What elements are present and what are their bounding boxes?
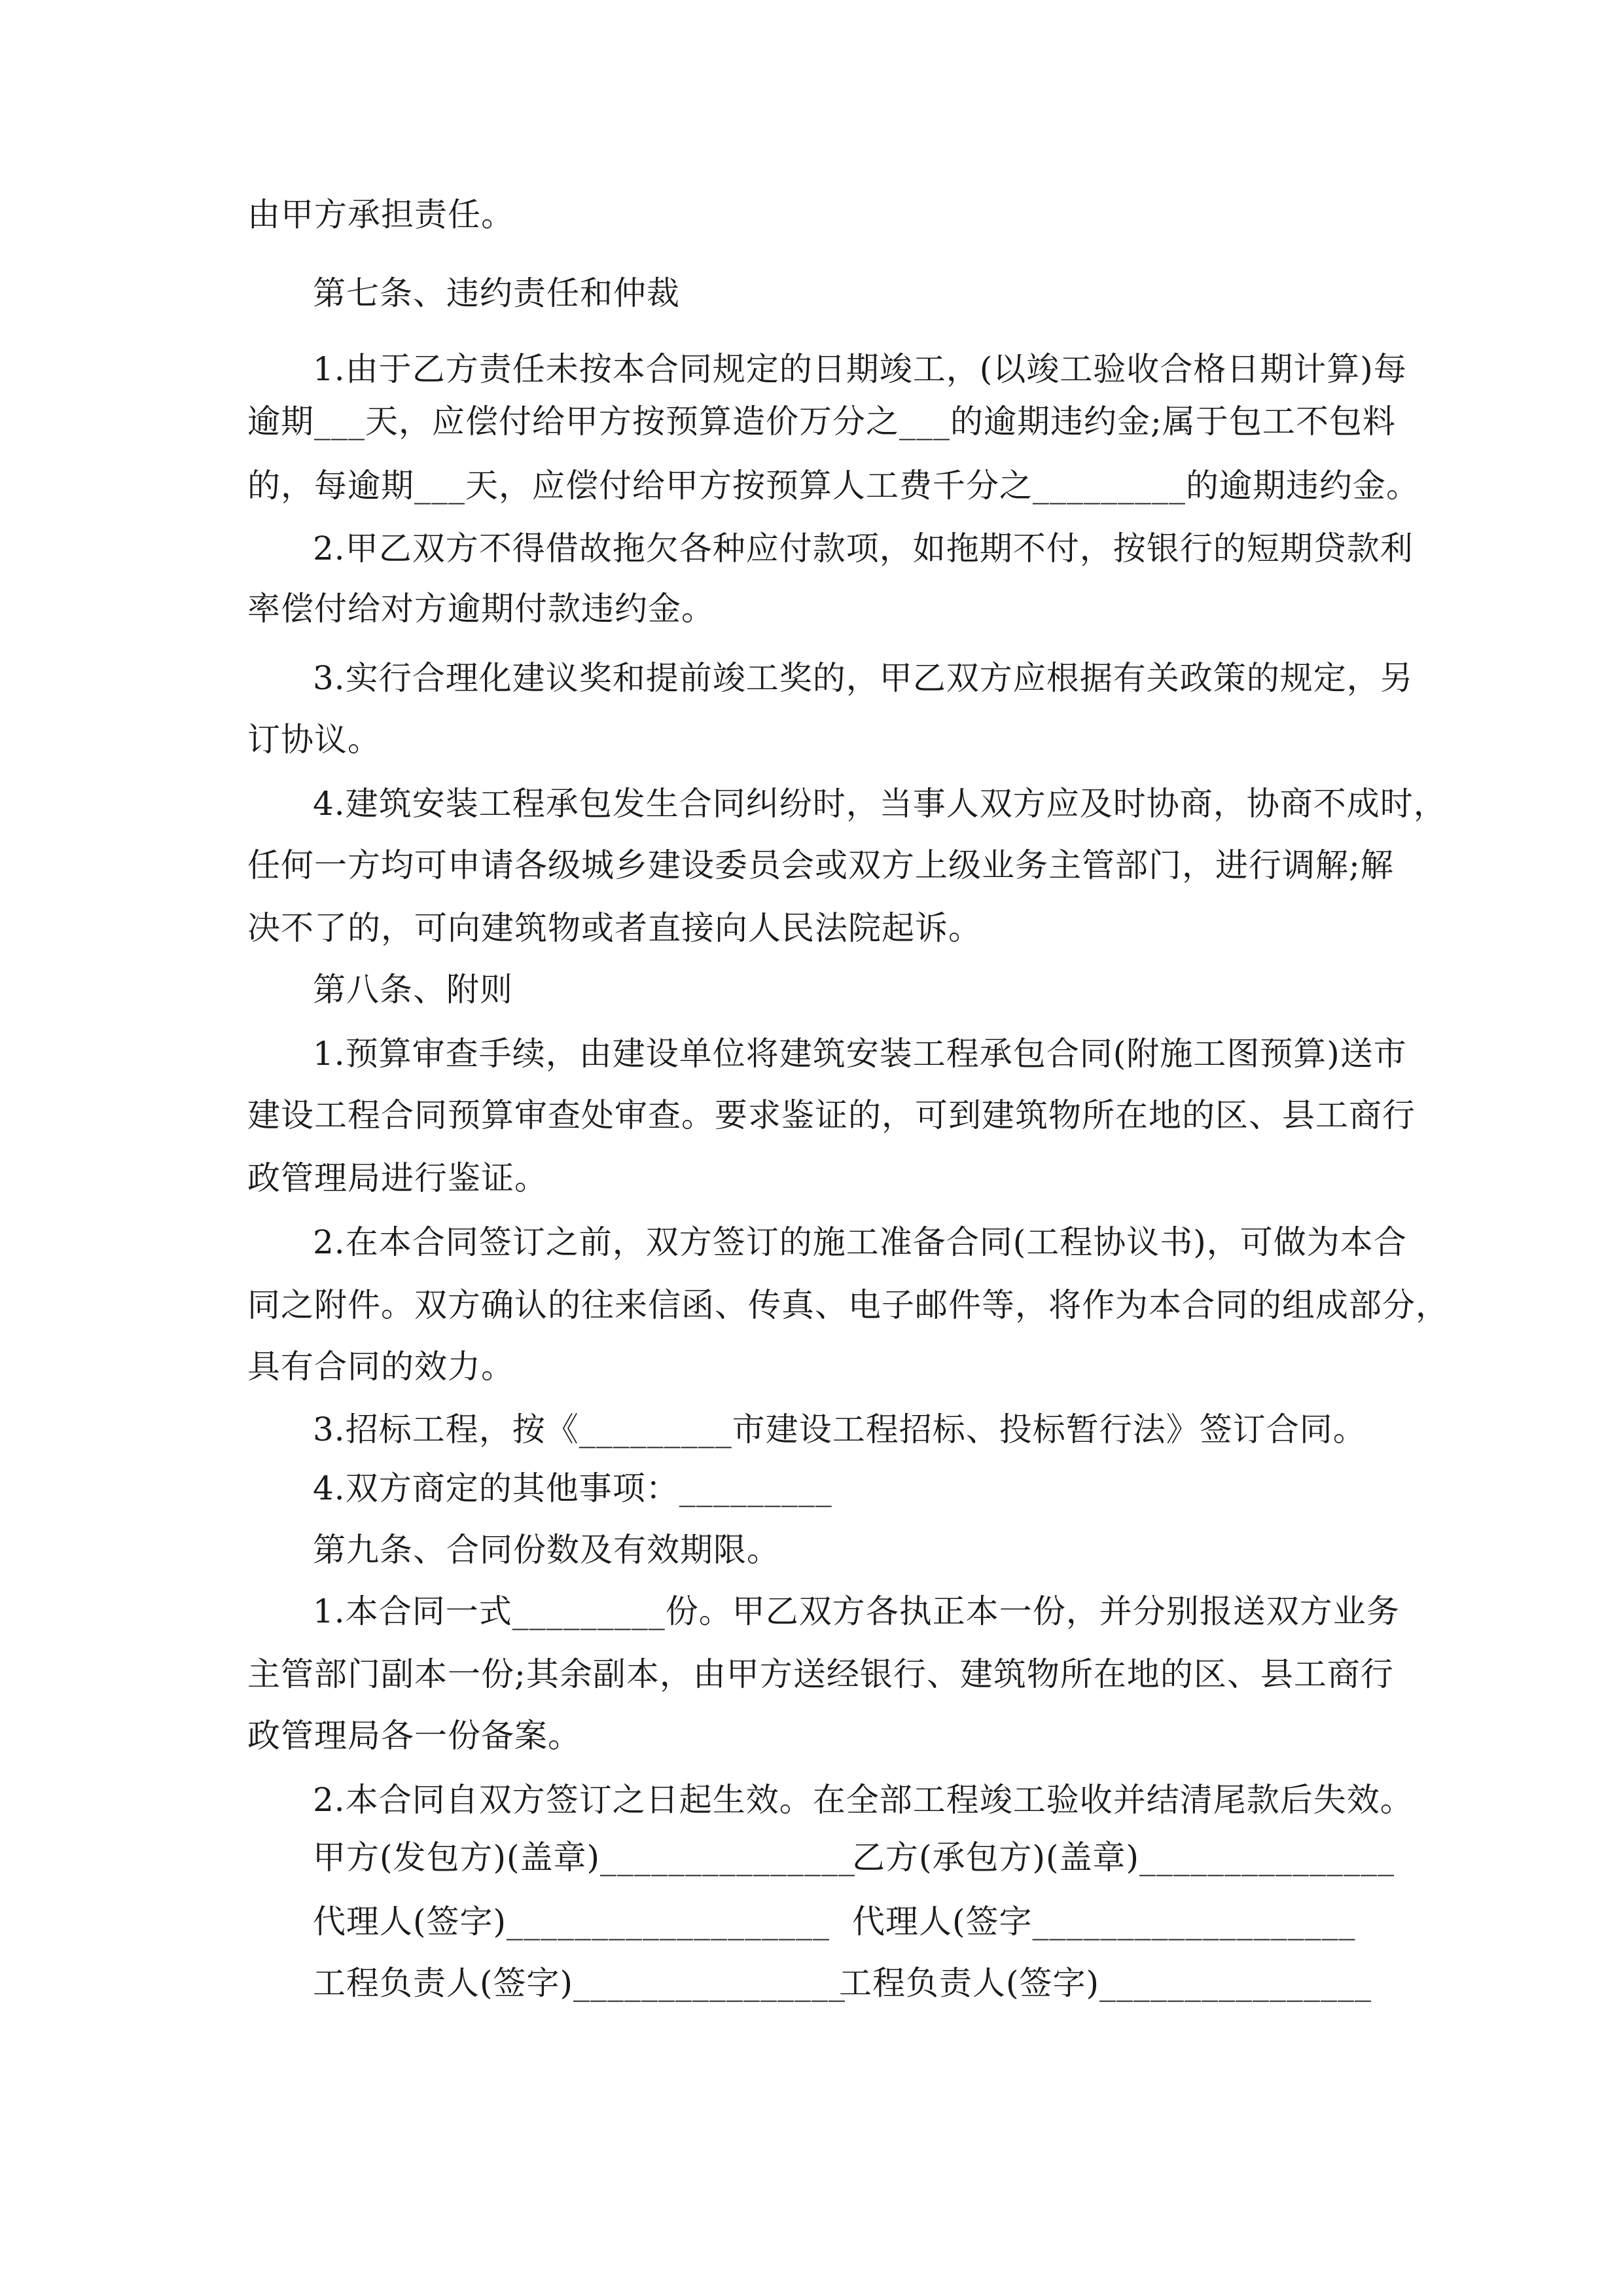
signature-row-agent [313, 1901, 1356, 1943]
section-heading: 第八条、附则 [313, 971, 513, 1009]
section-heading: 第九条、合同份数及有效期限。 [313, 1531, 780, 1569]
text-line: 2.本合同自双方签订之日起生效。在全部工程竣工验收并结清尾款后失效。 [313, 1781, 1414, 1819]
text-line: 2.在本合同签订之前，双方签订的施工准备合同(工程协议书)，可做为本合 [313, 1223, 1407, 1261]
text-line: 任何一方均可申请各级城乡建设委员会或双方上级业务主管部门，进行调解;解 [247, 846, 1394, 884]
text-line: 政管理局各一份备案。 [247, 1717, 581, 1755]
party-a-manager-field: 工程负责人(签字)________________ [313, 1964, 846, 2002]
text-line: 率偿付给对方逾期付款违约金。 [247, 590, 715, 628]
text-line: 具有合同的效力。 [247, 1348, 514, 1386]
text-line: 主管部门副本一份;其余副本，由甲方送经银行、建筑物所在地的区、县工商行 [247, 1655, 1394, 1693]
text-line: 3.实行合理化建议奖和提前竣工奖的，甲乙双方应根据有关政策的规定，另 [313, 659, 1414, 697]
text-line: 同之附件。双方确认的往来信函、传真、电子邮件等，将作为本合同的组成部分， [247, 1286, 1449, 1324]
text-line: 1.本合同一式_________份。甲乙双方各执正本一份，并分别报送双方业务 [313, 1592, 1400, 1630]
text-line: 逾期___天，应偿付给甲方按预算造价万分之___的逾期违约金;属于包工不包料 [247, 403, 1396, 440]
party-b-manager-field: 工程负责人(签字)________________ [839, 1964, 1372, 2002]
text-line: 3.招标工程，按《_________市建设工程招标、投标暂行法》签订合同。 [313, 1410, 1366, 1448]
document-page [247, 0, 1449, 2296]
party-a-agent-field: 代理人(签字)___________________ [313, 1903, 830, 1941]
party-b-agent-field: 代理人(签字___________________ [852, 1903, 1356, 1941]
text-line: 1.预算审查手续，由建设单位将建筑安装工程承包合同(附施工图预算)送市 [313, 1035, 1407, 1073]
section-heading: 第七条、违约责任和仲裁 [313, 274, 680, 312]
party-b-seal-field: 乙方(承包方)(盖章)_______________ [852, 1839, 1395, 1876]
text-line: 2.甲乙双方不得借故拖欠各种应付款项，如拖期不付，按银行的短期贷款利 [313, 529, 1414, 567]
signature-row-manager [313, 1962, 1372, 2004]
signature-row-party [313, 1837, 1395, 1878]
text-line: 订协议。 [247, 721, 381, 759]
party-a-seal-field: 甲方(发包方)(盖章)_______________ [313, 1839, 856, 1876]
text-line: 4.建筑安装工程承包发生合同纠纷时，当事人双方应及时协商，协商不成时， [313, 785, 1447, 823]
text-line: 决不了的，可向建筑物或者直接向人民法院起诉。 [247, 909, 982, 947]
text-line: 4.双方商定的其他事项：_________ [313, 1469, 832, 1507]
text-line: 建设工程合同预算审查处审查。要求鉴证的，可到建筑物所在地的区、县工商行 [247, 1096, 1416, 1134]
text-line: 1.由于乙方责任未按本合同规定的日期竣工，(以竣工验收合格日期计算)每 [313, 350, 1407, 388]
text-line: 由甲方承担责任。 [247, 196, 514, 234]
text-line: 政管理局进行鉴证。 [247, 1159, 548, 1197]
text-line: 的，每逾期___天，应偿付给甲方按预算人工费千分之_________的逾期违约金。 [247, 467, 1419, 505]
